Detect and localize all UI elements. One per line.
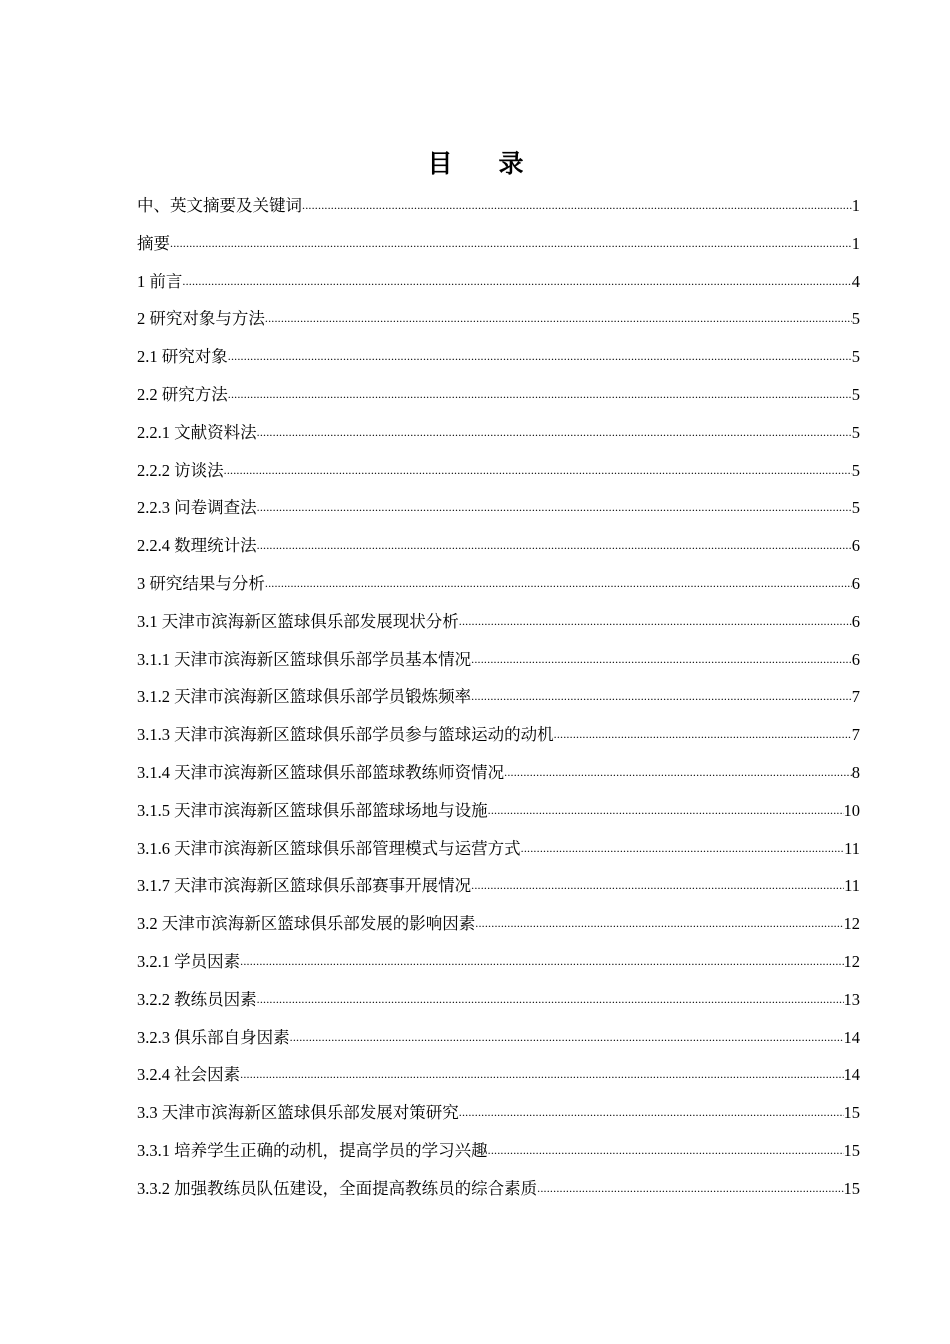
toc-entry-page-number: 11 <box>844 876 860 896</box>
toc-entry-page-number: 8 <box>851 762 860 782</box>
toc-entry-page-number: 7 <box>851 725 860 745</box>
toc-entry-label: 3.1 天津市滨海新区篮球俱乐部发展现状分析 <box>137 611 459 631</box>
toc-entry-label: 3.1.4 天津市滨海新区篮球俱乐部篮球教练师资情况 <box>137 762 505 782</box>
toc-entry[interactable] <box>137 263 860 301</box>
toc-entry-label: 2.2.2 访谈法 <box>137 460 224 480</box>
toc-entry[interactable] <box>137 414 860 452</box>
toc-entry-page-number: 6 <box>851 611 860 631</box>
toc-entry-label: 2.2.4 数理统计法 <box>137 536 257 556</box>
toc-entry[interactable] <box>137 678 860 716</box>
toc-entry-label: 2.1 研究对象 <box>137 347 228 367</box>
toc-entry[interactable] <box>137 905 860 943</box>
toc-entry-label: 3.3 天津市滨海新区篮球俱乐部发展对策研究 <box>137 1103 459 1123</box>
toc-entry-page-number: 13 <box>843 989 860 1009</box>
toc-dot-leader <box>488 792 844 830</box>
toc-entry-page-number: 15 <box>843 1103 860 1123</box>
toc-dot-leader <box>257 489 852 527</box>
toc-dot-leader <box>228 376 852 414</box>
toc-entry-label: 3.2.2 教练员因素 <box>137 989 257 1009</box>
toc-dot-leader <box>257 527 852 565</box>
toc-dot-leader <box>290 1019 844 1057</box>
toc-entry[interactable] <box>137 376 860 414</box>
toc-entry[interactable] <box>137 338 860 376</box>
toc-entry-label: 3 研究结果与分析 <box>137 573 265 593</box>
toc-dot-leader <box>504 754 852 792</box>
toc-entry-label: 3.1.7 天津市滨海新区篮球俱乐部赛事开展情况 <box>137 876 472 896</box>
toc-entry-label: 3.1.6 天津市滨海新区篮球俱乐部管理模式与运营方式 <box>137 838 521 858</box>
toc-entry-label: 3.1.1 天津市滨海新区篮球俱乐部学员基本情况 <box>137 649 472 669</box>
toc-entry-page-number: 5 <box>851 347 860 367</box>
toc-entry[interactable] <box>137 1132 860 1170</box>
toc-dot-leader <box>521 830 844 868</box>
toc-entry-page-number: 14 <box>843 1027 860 1047</box>
toc-entry-page-number: 14 <box>843 1065 860 1085</box>
toc-entry-page-number: 11 <box>844 838 860 858</box>
toc-entry[interactable] <box>137 565 860 603</box>
toc-entry-page-number: 10 <box>843 800 860 820</box>
toc-entry-label: 3.2.3 俱乐部自身因素 <box>137 1027 290 1047</box>
toc-entry-page-number: 12 <box>843 951 860 971</box>
toc-dot-leader <box>265 300 852 338</box>
toc-entry[interactable] <box>137 225 860 263</box>
toc-entry-page-number: 12 <box>843 914 860 934</box>
toc-title: 目录 <box>427 149 570 178</box>
toc-entry[interactable] <box>137 452 860 490</box>
toc-dot-leader <box>240 943 843 981</box>
toc-dot-leader <box>228 338 852 376</box>
toc-entry-label: 3.3.2 加强教练员队伍建设，全面提高教练员的综合素质 <box>137 1178 538 1198</box>
toc-entry-page-number: 5 <box>851 498 860 518</box>
toc-entry-label: 中、英文摘要及关键词 <box>137 196 302 215</box>
toc-dot-leader <box>265 565 852 603</box>
toc-entry-page-number: 1 <box>851 196 860 215</box>
toc-dot-leader <box>475 905 843 943</box>
toc-entry-page-number: 5 <box>851 422 860 442</box>
toc-entry-label: 3.1.5 天津市滨海新区篮球俱乐部篮球场地与设施 <box>137 800 488 820</box>
toc-entry-page-number: 15 <box>843 1140 860 1160</box>
toc-entry[interactable] <box>137 867 860 905</box>
toc-entry[interactable] <box>137 792 860 830</box>
toc-dot-leader <box>459 1094 844 1132</box>
table-of-contents <box>137 187 860 1208</box>
toc-entry[interactable] <box>137 641 860 679</box>
toc-dot-leader <box>554 716 852 754</box>
toc-dot-leader <box>488 1132 844 1170</box>
toc-entry-label: 摘要 <box>137 233 170 253</box>
toc-entry[interactable] <box>137 187 860 225</box>
toc-entry[interactable] <box>137 300 860 338</box>
toc-entry[interactable] <box>137 489 860 527</box>
toc-dot-leader <box>471 867 844 905</box>
toc-entry-label: 2 研究对象与方法 <box>137 309 265 329</box>
toc-entry-label: 3.2.1 学员因素 <box>137 951 241 971</box>
toc-entry-page-number: 15 <box>843 1178 860 1198</box>
toc-dot-leader <box>302 187 852 225</box>
toc-entry-label: 3.3.1 培养学生正确的动机，提高学员的学习兴趣 <box>137 1140 488 1160</box>
toc-entry[interactable] <box>137 1094 860 1132</box>
toc-entry[interactable] <box>137 1056 860 1094</box>
toc-entry[interactable] <box>137 527 860 565</box>
toc-entry[interactable] <box>137 754 860 792</box>
toc-dot-leader <box>182 263 851 301</box>
toc-entry-page-number: 6 <box>851 573 860 593</box>
toc-entry[interactable] <box>137 1170 860 1208</box>
toc-entry[interactable] <box>137 981 860 1019</box>
toc-entry[interactable] <box>137 716 860 754</box>
toc-entry-label: 3.2 天津市滨海新区篮球俱乐部发展的影响因素 <box>137 914 476 934</box>
toc-entry-page-number: 1 <box>851 233 860 253</box>
toc-entry[interactable] <box>137 830 860 868</box>
toc-entry-label: 2.2 研究方法 <box>137 384 228 404</box>
toc-entry-label: 2.2.3 问卷调查法 <box>137 498 257 518</box>
toc-dot-leader <box>240 1056 843 1094</box>
toc-entry-page-number: 5 <box>851 460 860 480</box>
toc-dot-leader <box>537 1170 843 1208</box>
toc-entry-label: 1 前言 <box>137 271 183 291</box>
toc-dot-leader <box>170 225 852 263</box>
toc-entry-page-number: 4 <box>851 271 860 291</box>
toc-entry-label: 3.2.4 社会因素 <box>137 1065 241 1085</box>
toc-entry-label: 3.1.3 天津市滨海新区篮球俱乐部学员参与篮球运动的动机 <box>137 725 554 745</box>
toc-dot-leader <box>471 678 852 716</box>
toc-entry-page-number: 5 <box>851 309 860 329</box>
toc-entry-page-number: 6 <box>851 536 860 556</box>
toc-dot-leader <box>257 981 844 1019</box>
toc-entry-page-number: 6 <box>851 649 860 669</box>
toc-entry-label: 3.1.2 天津市滨海新区篮球俱乐部学员锻炼频率 <box>137 687 472 707</box>
toc-dot-leader <box>459 603 852 641</box>
toc-dot-leader <box>257 414 852 452</box>
toc-entry[interactable] <box>137 1019 860 1057</box>
toc-entry-page-number: 5 <box>851 384 860 404</box>
toc-dot-leader <box>224 452 852 490</box>
toc-dot-leader <box>471 641 852 679</box>
toc-entry-label: 2.2.1 文献资料法 <box>137 422 257 442</box>
toc-entry[interactable] <box>137 943 860 981</box>
toc-entry-page-number: 7 <box>851 687 860 707</box>
toc-entry[interactable] <box>137 603 860 641</box>
